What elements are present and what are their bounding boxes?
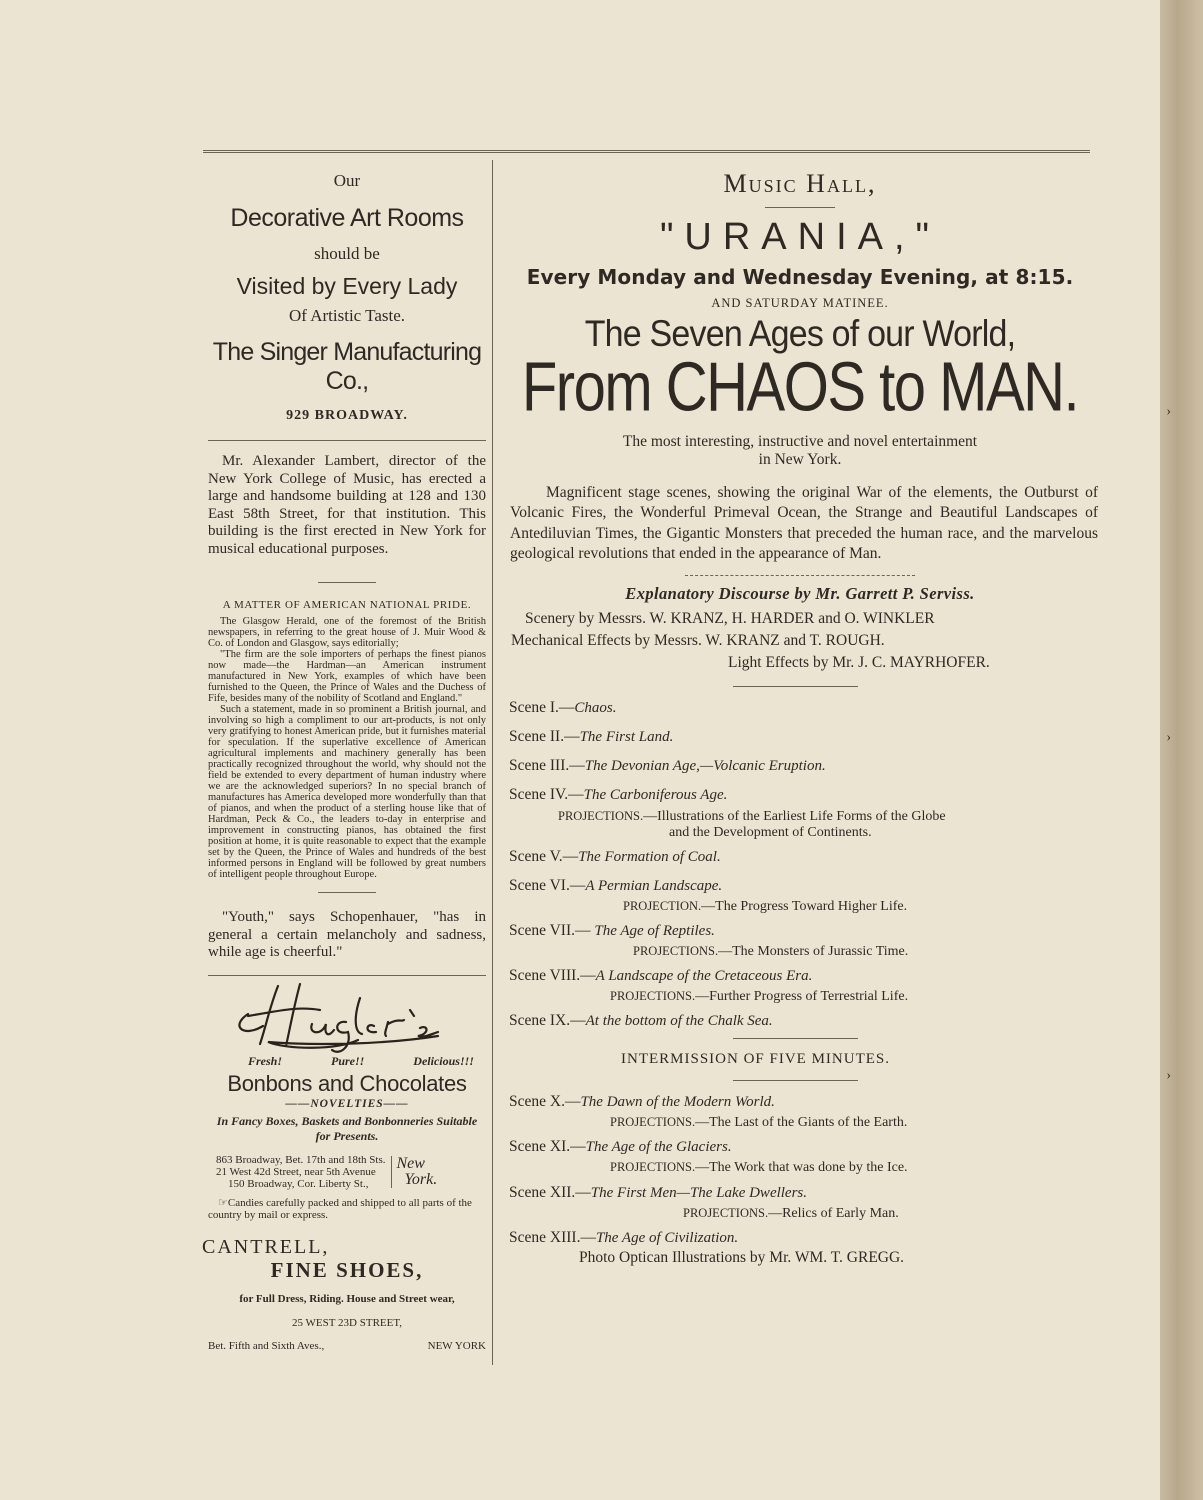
projection-note: PROJECTION.—The Progress Toward Higher Life. (623, 899, 908, 915)
huylers-logo (208, 976, 486, 1058)
tagline-line: The most interesting, instructive and novel entertainment (622, 432, 978, 450)
scene-item: Scene IV.—The Carboniferous Age. (509, 785, 728, 803)
intermission: INTERMISSION OF FIVE MINUTES. (621, 1051, 891, 1068)
divider (318, 892, 376, 893)
scene-item: Scene VIII.—A Landscape of the Cretaceous Era. (509, 967, 813, 985)
cantrell-footer (208, 1340, 486, 1352)
page-edge (1160, 0, 1203, 1500)
binding-mark: › (1166, 1068, 1171, 1083)
cantrell-between: Bet. Fifth and Sixth Aves., (208, 1339, 325, 1352)
address-line: 150 Broadway, Cor. Liberty St., (228, 1177, 369, 1190)
huylers-novelties: ——NOVELTIES—— (285, 1097, 409, 1110)
article-heading: A MATTER OF AMERICAN NATIONAL PRIDE. (222, 599, 472, 611)
divider (733, 686, 858, 687)
projection-note: PROJECTIONS.—The Last of the Giants of the Earth. (610, 1115, 908, 1131)
divider (733, 1080, 858, 1081)
divider (318, 582, 376, 583)
main-title: From CHAOS to MAN. (521, 348, 1079, 427)
left-column (202, 165, 486, 1352)
ad-address: 929 BROADWAY. (286, 408, 408, 423)
ad-our: Our (333, 171, 361, 190)
lambert-paragraph: Mr. Alexander Lambert, director of the New York College of Music, has erected a large and handsome building at 128 and 130 East 58th Street, for that institution. This building is the first erected in New York for musical educational purposes. (208, 453, 486, 557)
scene-item: Scene X.—The Dawn of the Modern World. (509, 1093, 775, 1111)
venue: Music Hall, (723, 169, 877, 198)
huylers-ad (208, 976, 486, 1221)
ad-company: The Singer Manufacturing Co., (212, 338, 482, 395)
huylers-tags (208, 1054, 486, 1069)
address-line: 21 West 42d Street, near 5th Avenue (216, 1165, 376, 1178)
projection-note: PROJECTIONS.—The Work that was done by the Ice. (610, 1160, 908, 1176)
cantrell-use: for Full Dress, Riding. House and Street wear, (239, 1292, 455, 1305)
projection-note: PROJECTIONS.—Further Progress of Terrestrial Life. (610, 989, 909, 1005)
national-pride-article (208, 599, 486, 880)
binding-mark: › (1166, 730, 1171, 745)
ad-visited: Visited by Every Lady (236, 273, 458, 299)
shipping-note: ☞Candies carefully packed and shipped to all parts of the country by mail or express. (208, 1196, 472, 1221)
article-para: The Glasgow Herald, one of the foremost of the British newspapers, in referring to the great house of J. Muir Wood & Co. of London and Glasgow, says editorially; (208, 616, 486, 649)
address-line: 863 Broadway, Bet. 17th and 18th Sts. (216, 1153, 386, 1166)
scene-list (509, 700, 1100, 1029)
cantrell-product: FINE SHOES, (270, 1257, 424, 1282)
scene-item: Scene XI.—The Age of the Glaciers. (509, 1138, 732, 1156)
cantrell-address: 25 WEST 23D STREET, (292, 1316, 402, 1329)
subtitle: The Seven Ages of our World, (584, 313, 1016, 355)
huylers-fancy: In Fancy Boxes, Baskets and Bonbonneries Suitable for Presents. (216, 1113, 478, 1143)
divider (685, 575, 915, 576)
show-title: "URANIA," (659, 216, 941, 258)
column-rule (492, 160, 493, 1365)
projection-note: and the Development of Continents. (669, 824, 872, 840)
schedule: Every Monday and Wednesday Evening, at 8:15. (526, 265, 1074, 289)
huylers-addresses (208, 1154, 486, 1190)
city-line: York. (404, 1170, 438, 1188)
photo-credit: Photo Optican Illustrations by Mr. WM. T. GREGG. (579, 1248, 905, 1266)
article-para: Such a statement, made in so prominent a British journal, and involving so high a compliment to our art-products, is not only very gratifying to honest American pride, but it furnishes material for speculation. If the superlative excellence of American agricultural implements and machinery generally has been practically recognized throughout the world, why should not the field be extended to every department of human industry where we are the acknowledged superiors? In no special branch of manufactures has America developed more wonderfully than that of pianos, and when the product of a sterling house like that of Hardman, Peck & Co., the leaders to-day in enterprise and improvement in constructing pianos, has obtained the first position at home, it is quite reasonable to expect that the example set by the Queen, the Prince of Wales and hundreds of the best informed persons in England will be followed by great numbers of intelligent people throughout Europe. (208, 704, 486, 880)
binding-mark: › (1166, 404, 1171, 419)
address-list (216, 1154, 385, 1190)
scene-item: Scene VI.—A Permian Landscape. (509, 877, 723, 895)
projection-note: PROJECTIONS.—Relics of Early Man. (683, 1205, 899, 1221)
scene-item: Scene XIII.—The Age of Civilization. (509, 1228, 739, 1246)
scene-item: Scene I.—Chaos. (509, 698, 617, 716)
fresh-tag: Fresh! (248, 1053, 283, 1068)
scene-list (509, 1094, 1100, 1265)
divider (733, 1038, 858, 1039)
scene-item: Scene IX.—At the bottom of the Chalk Sea. (509, 1012, 773, 1030)
scene-item: Scene XII.—The First Men—The Lake Dwellers. (509, 1183, 808, 1201)
projection-note: PROJECTIONS.—The Monsters of Jurassic Time. (633, 944, 909, 960)
cantrell-name: CANTRELL, (202, 1235, 330, 1258)
scenery-credit: Scenery by Messrs. W. KRANZ, H. HARDER and O. WINKLER (525, 609, 935, 627)
scene-item: Scene II.—The First Land. (509, 727, 674, 745)
divider (208, 440, 486, 441)
ad-taste: Of Artistic Taste. (288, 306, 406, 325)
huylers-product: Bonbons and Chocolates (227, 1070, 467, 1096)
schopenhauer-quote: "Youth," says Schopenhauer, "has in general a certain melancholy and sadness, while age is cheerful." (208, 909, 486, 960)
ad-should-be: should be (314, 244, 380, 263)
delicious-tag: Delicious!!! (413, 1053, 474, 1068)
tagline-line: in New York. (758, 450, 842, 468)
article-quote: "The firm are the sole importers of perhaps the finest pianos now made—the Hardman—an American instrument manufactured in New York, examples of which have been furnished to the Queen, the Prince of Wales and the Duchess of Fife, besides many of the nobility of Scotland and England." (208, 649, 486, 704)
cantrell-city: NEW YORK (427, 1339, 486, 1352)
pure-tag: Pure!! (330, 1053, 365, 1068)
pointing-hand-icon: ☞ (218, 1196, 228, 1209)
divider (765, 207, 835, 208)
scene-item: Scene III.—The Devonian Age,—Volcanic Eruption. (509, 756, 826, 774)
city-script (391, 1156, 437, 1188)
discourse: Explanatory Discourse by Mr. Garrett P. Serviss. (625, 583, 975, 603)
city-line: New (396, 1154, 425, 1172)
cantrell-ad (202, 1235, 486, 1352)
mechanical-credit: Mechanical Effects by Messrs. W. KRANZ and T. ROUGH. (511, 631, 885, 649)
matinee: AND SATURDAY MATINEE. (711, 296, 889, 310)
projection-note: PROJECTIONS.—Illustrations of the Earliest Life Forms of the Globe (558, 808, 946, 824)
light-credit: Light Effects by Mr. J. C. MAYRHOFER. (728, 653, 990, 671)
description: Magnificent stage scenes, showing the original War of the elements, the Outburst of Volcanic Fires, the Wonderful Primeval Ocean, the Strange and Beautiful Landscapes of Antediluvian Times, the Gigantic Monsters that preceded the human race, and the marvelous geological revolutions that ended in the appearance of Man. (510, 483, 1098, 563)
decorative-art-ad (208, 171, 486, 424)
right-column (500, 165, 1100, 1265)
ad-headline: Decorative Art Rooms (230, 204, 464, 232)
scene-item: Scene V.—The Formation of Coal. (509, 848, 721, 866)
scene-item: Scene VII.— The Age of Reptiles. (509, 922, 715, 940)
top-rule (203, 150, 1090, 153)
